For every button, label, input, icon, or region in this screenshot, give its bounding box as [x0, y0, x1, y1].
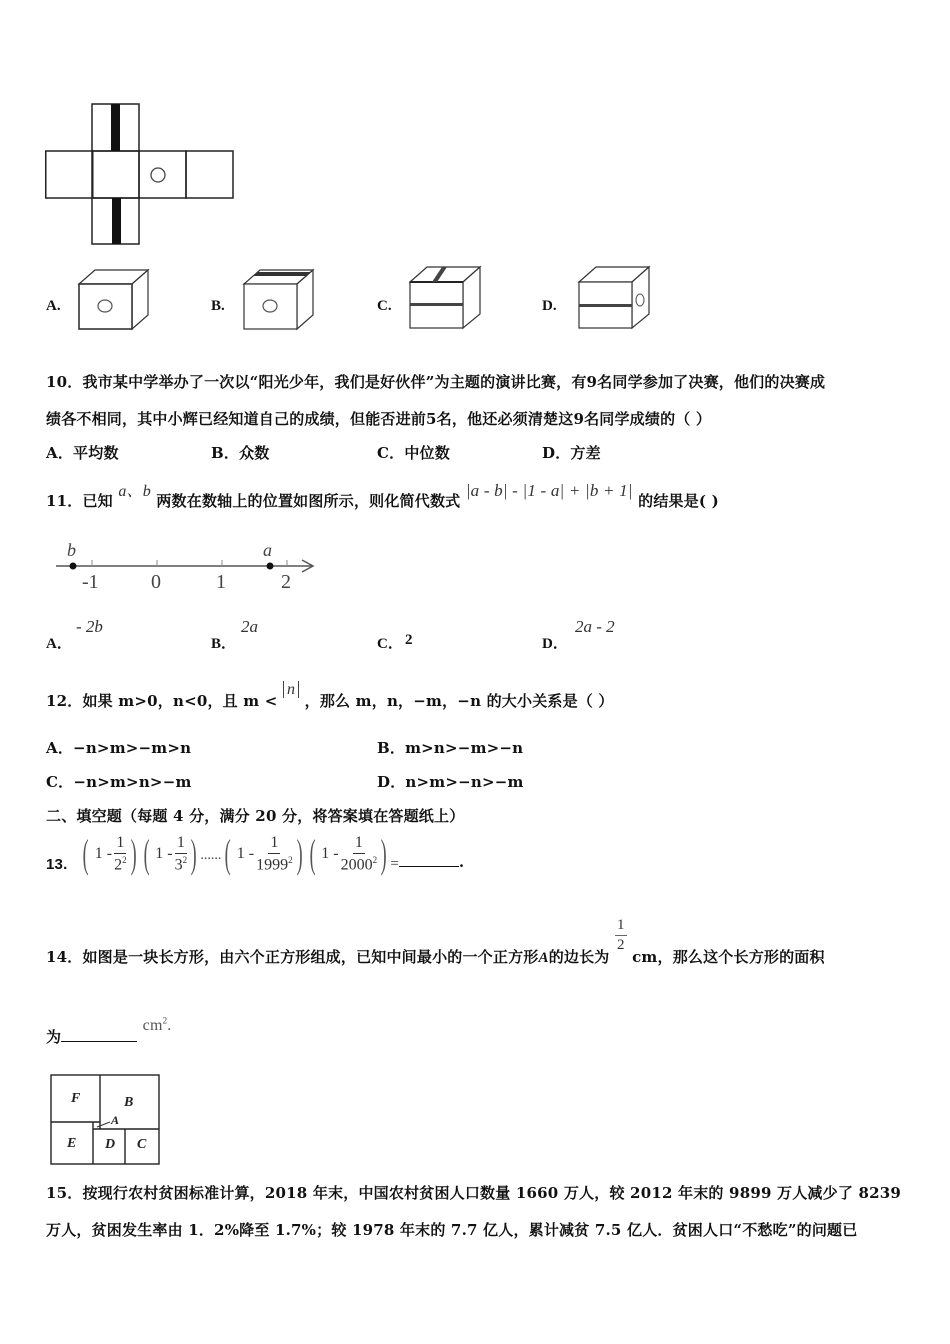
option-text: 2a - 2: [575, 617, 615, 636]
q12-prefix: 12．如果 m>0，n<0，且 m <: [46, 692, 278, 710]
paren-open: (: [225, 831, 232, 876]
option-text: 中位数: [404, 444, 450, 462]
point-a-label: a: [263, 540, 272, 560]
fraction-den-exp: 2: [372, 854, 378, 865]
option-label: B．: [211, 636, 237, 652]
option-text: - 2b: [76, 617, 103, 636]
q9-option-a[interactable]: [46, 265, 156, 335]
option-label: D．: [377, 773, 406, 791]
square-e-label: E: [67, 1136, 77, 1151]
bar-bottom: [112, 198, 121, 244]
fraction-den: [175, 854, 188, 873]
paren-open: (: [83, 831, 90, 876]
q12-question: [46, 680, 614, 710]
tick-label-2: 2: [281, 571, 291, 593]
tick-label-neg1: -1: [82, 571, 99, 593]
q15-question-line1: 15．按现行农村贫困标准计算，2018 年末，中国农村贫困人口数量 1660 万人，较 2012 年末的 9899 万人减少了 8239: [46, 1184, 901, 1202]
q11-prefix: 11．已知: [46, 492, 113, 510]
q13-label: 13.: [46, 855, 68, 873]
option-label: C．: [377, 636, 403, 652]
square-a-label: A: [538, 949, 549, 966]
cube-net-diagram: [45, 103, 235, 245]
q12-option-b[interactable]: [377, 737, 523, 758]
fraction: [114, 835, 127, 873]
circle-mark: [151, 168, 165, 182]
q12-option-a[interactable]: [46, 737, 191, 758]
q14-question-line1: [46, 912, 825, 966]
square-d-label: D: [105, 1137, 116, 1152]
q14-suffix: cm，那么这个长方形的面积: [632, 947, 825, 966]
q12-abs-n-value: n: [287, 681, 296, 698]
paren-close: ): [190, 831, 197, 876]
q11-middle: 两数在数轴上的位置如图所示，则化简代数式: [156, 492, 461, 510]
fraction-num: 1: [268, 835, 280, 854]
q10-option-a[interactable]: [46, 442, 119, 463]
paren-close: ): [296, 831, 303, 876]
option-text: 方差: [570, 444, 601, 462]
fraction-den-base: 1999: [256, 856, 289, 874]
q10-option-b[interactable]: [211, 442, 270, 463]
term-one: 1 -: [94, 845, 113, 862]
fraction-num: 1: [615, 918, 627, 936]
option-label: B．: [211, 444, 240, 462]
q14-question-line2: [46, 1012, 172, 1046]
option-text: 平均数: [73, 444, 119, 462]
fraction-den: [256, 854, 293, 873]
option-label: C.: [377, 298, 392, 314]
option-label: B．: [377, 739, 406, 757]
fraction-den-base: 2: [114, 856, 123, 874]
q14-line2-prefix: 为: [46, 1028, 62, 1046]
fraction-num: 1: [114, 835, 126, 854]
q11-option-a[interactable]: [46, 615, 196, 651]
section-title: 二、填空题（每题 4 分，满分 20 分，将答案填在答题纸上）: [46, 807, 465, 825]
q10-question-line2: 绩各不相同，其中小辉已经知道自己的成绩，但能否进前5名，他还必须清楚这9名同学成绩的（ ）: [46, 410, 712, 428]
term-one: 1 -: [236, 845, 255, 862]
fraction-num: 1: [175, 835, 187, 854]
answer-blank[interactable]: [399, 866, 459, 867]
tick-label-0: 0: [151, 571, 161, 593]
q9-option-b[interactable]: [211, 265, 321, 335]
fraction-den: 2: [616, 937, 625, 953]
paren-close: ): [130, 831, 137, 876]
fraction-den: [114, 854, 127, 873]
q12-suffix: ，那么 m，n，−m，−n 的大小关系是（ ）: [304, 692, 614, 710]
option-label: C．: [46, 773, 74, 791]
q14-middle: 的边长为: [548, 947, 610, 966]
q15-question-line2: 万人，贫困发生率由 1．2%降至 1.7%；较 1978 年末的 7.7 亿人，累计减贫 7.5 亿人．贫困人口“不愁吃”的问题已: [46, 1221, 858, 1239]
option-label: B.: [211, 298, 225, 314]
number-line-figure: [52, 540, 322, 598]
paren-open: (: [143, 831, 150, 876]
square-f-label: F: [71, 1091, 81, 1106]
q9-option-c[interactable]: [377, 262, 487, 334]
q10-option-d[interactable]: [542, 442, 601, 463]
unit-exp: 2: [162, 1015, 168, 1026]
fraction-den: [341, 854, 378, 873]
q12-option-d[interactable]: [377, 771, 524, 792]
fraction: [175, 835, 188, 873]
q11-question: [46, 482, 719, 512]
option-text: n>m>−n>−m: [405, 773, 524, 791]
q11-option-c[interactable]: [377, 615, 527, 651]
option-label: D．: [542, 444, 571, 462]
q11-suffix: 的结果是( ): [638, 492, 719, 510]
option-label: A．: [46, 739, 74, 757]
q11-option-b[interactable]: [211, 615, 361, 651]
q12-option-c[interactable]: [46, 771, 192, 792]
ellipsis: ......: [200, 848, 222, 863]
tick-label-1: 1: [216, 571, 226, 593]
option-text: −n>m>n>−m: [73, 773, 192, 791]
q11-expression: |a - b| - |1 - a| + |b + 1|: [465, 481, 633, 500]
point-b-label: b: [67, 540, 76, 560]
option-label: C．: [377, 444, 405, 462]
period: .: [458, 853, 465, 871]
q14-prefix: 14．如图是一块长方形，由六个正方形组成，已知中间最小的一个正方形: [46, 947, 539, 966]
square-c-label: C: [137, 1137, 147, 1152]
option-text: m>n>−m>−n: [405, 739, 524, 757]
square-b-label: B: [124, 1095, 134, 1110]
q12-abs-n: [283, 681, 299, 698]
fraction: [256, 835, 293, 873]
paren-open: (: [309, 831, 316, 876]
cube-net-figure: [45, 103, 235, 245]
answer-blank[interactable]: [61, 1041, 137, 1042]
cube-option-b-icon: [241, 267, 317, 331]
unit: [143, 1017, 172, 1034]
half-fraction: [615, 918, 627, 953]
fraction-num: 1: [353, 835, 365, 854]
equals-sign: =: [390, 855, 399, 872]
term-one: 1 -: [155, 845, 173, 862]
term-one: 1 -: [321, 845, 339, 862]
option-label: A.: [46, 298, 61, 314]
option-label: A．: [46, 636, 72, 652]
q9-option-d[interactable]: [542, 262, 657, 334]
option-label: D.: [542, 298, 557, 314]
option-text: 2: [405, 632, 413, 648]
cube-option-d-icon: [576, 264, 652, 330]
paren-close: ): [380, 831, 387, 876]
option-label: D．: [542, 636, 568, 652]
bar-top: [111, 104, 120, 151]
rectangle-squares-figure: [50, 1074, 162, 1166]
q11-vars: a、b: [118, 483, 151, 500]
q13-question: [46, 828, 464, 880]
square-a-figure-label: A: [111, 1113, 120, 1127]
option-text: −n>m>−m>n: [73, 739, 192, 757]
period: .: [167, 1017, 172, 1034]
cube-option-a-icon: [76, 267, 152, 331]
fraction-den-exp: 2: [182, 854, 188, 865]
fraction-den-exp: 2: [288, 854, 293, 865]
option-label: A．: [46, 444, 74, 462]
fraction-den-base: 2000: [340, 856, 373, 874]
fraction-den-base: 3: [174, 856, 183, 874]
q10-option-c[interactable]: [377, 442, 450, 463]
unit-base: cm: [142, 1017, 163, 1034]
fraction-den-exp: 2: [122, 854, 127, 865]
q11-option-d[interactable]: [542, 615, 692, 651]
q10-question-line1: 10．我市某中学举办了一次以“阳光少年，我们是好伙伴”为主题的演讲比赛，有9名同学参加了决赛，他们的决赛成: [46, 373, 826, 391]
option-text: 2a: [241, 617, 258, 636]
option-text: 众数: [239, 444, 270, 462]
fraction: [341, 835, 378, 873]
cube-option-c-icon: [407, 264, 483, 330]
